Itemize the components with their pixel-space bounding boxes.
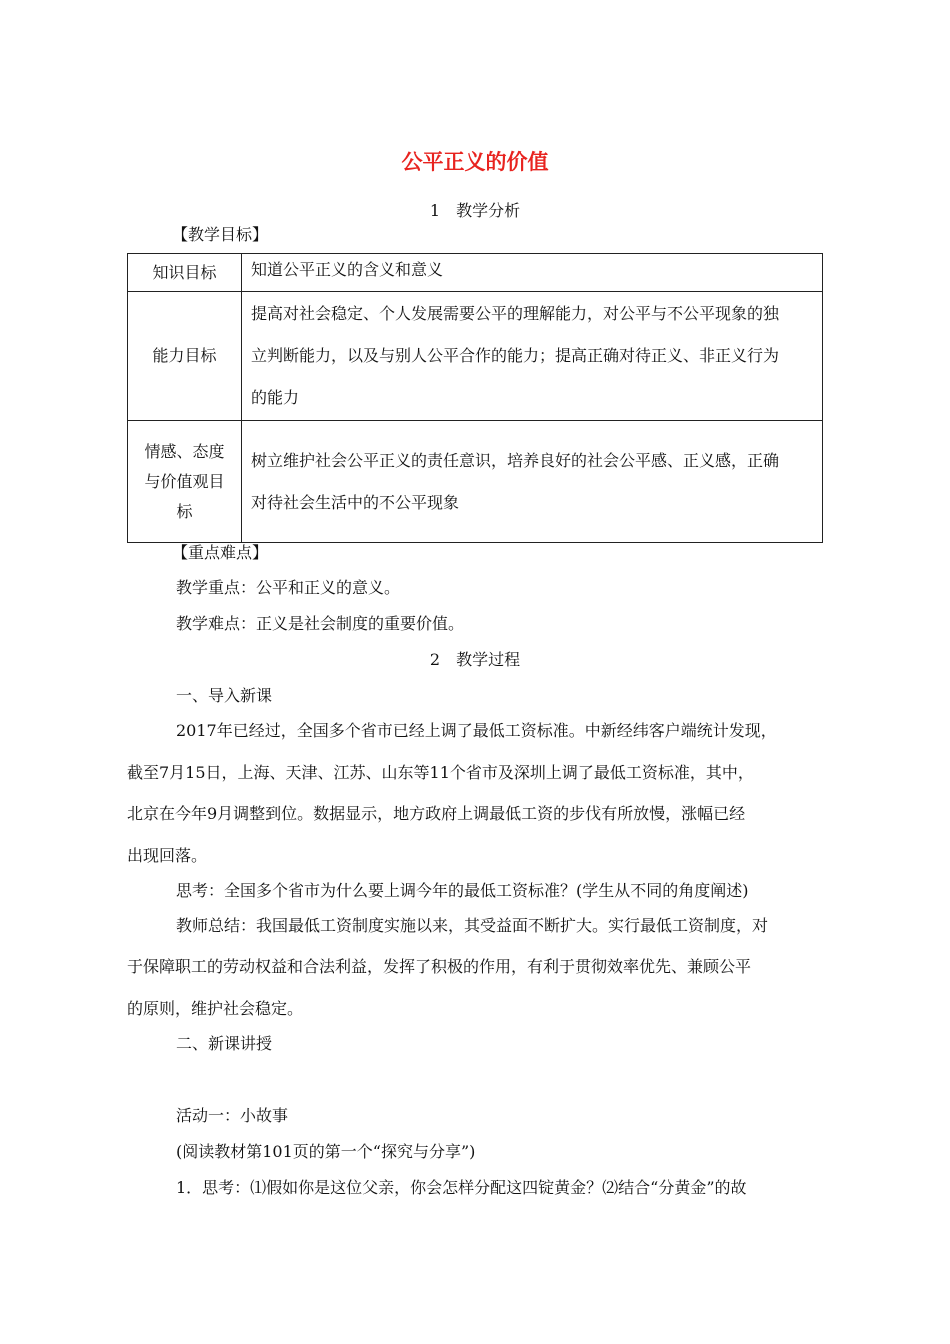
goal-content: 树立维护社会公平正义的责任意识，培养良好的社会公平感、正义感，正确 对待社会生活中的不公平现象 bbox=[242, 421, 823, 543]
goal-label: 能力目标 bbox=[128, 292, 242, 421]
section-heading-analysis: 1 教学分析 bbox=[429, 201, 521, 220]
part-heading-new-lesson: 二、新课讲授 bbox=[176, 1034, 273, 1053]
intro-line: 出现回落。 bbox=[127, 846, 208, 865]
goal-content: 知道公平正义的含义和意义 bbox=[242, 254, 823, 292]
reading-note: (阅读教材第101页的第一个“探究与分享”) bbox=[176, 1142, 476, 1161]
page-title: 公平正义的价值 bbox=[401, 149, 549, 174]
goal-label: 情感、态度 与价值观目 标 bbox=[128, 421, 242, 543]
goal-row-emotion bbox=[128, 421, 823, 543]
section-heading-process: 2 教学过程 bbox=[429, 650, 521, 669]
key-point: 教学重点：公平和正义的意义。 bbox=[176, 578, 401, 597]
goal-row-ability bbox=[128, 292, 823, 421]
goals-heading: 【教学目标】 bbox=[172, 225, 269, 244]
summary-line: 的原则，维护社会稳定。 bbox=[127, 999, 304, 1018]
goal-row-knowledge bbox=[128, 254, 823, 292]
key-heading: 【重点难点】 bbox=[172, 543, 269, 562]
summary-line: 于保障职工的劳动权益和合法利益，发挥了积极的作用，有利于贯彻效率优先、兼顾公平 bbox=[127, 957, 752, 976]
difficult-point: 教学难点：正义是社会制度的重要价值。 bbox=[176, 614, 465, 633]
part-heading-intro: 一、导入新课 bbox=[176, 686, 273, 705]
goals-table bbox=[127, 253, 823, 543]
intro-line: 截至7月15日，上海、天津、江苏、山东等11个省市及深圳上调了最低工资标准，其中， bbox=[127, 763, 754, 782]
summary-line: 教师总结：我国最低工资制度实施以来，其受益面不断扩大。实行最低工资制度，对 bbox=[176, 916, 769, 935]
goal-content: 提高对社会稳定、个人发展需要公平的理解能力，对公平与不公平现象的独 立判断能力，以及与别人公平合作的能力；提高正确对待正义、非正义行为 的能力 bbox=[242, 292, 823, 421]
intro-line: 北京在今年9月调整到位。数据显示，地方政府上调最低工资的步伐有所放慢，涨幅已经 bbox=[127, 804, 746, 823]
question-line: 1．思考：⑴假如你是这位父亲，你会怎样分配这四锭黄金？⑵结合“分黄金”的故 bbox=[176, 1178, 747, 1197]
goal-label: 知识目标 bbox=[128, 254, 242, 292]
think-question: 思考：全国多个省市为什么要上调今年的最低工资标准？(学生从不同的角度阐述) bbox=[176, 881, 749, 900]
intro-line: 2017年已经过，全国多个省市已经上调了最低工资标准。中新经纬客户端统计发现， bbox=[176, 721, 777, 740]
activity-heading: 活动一：小故事 bbox=[176, 1106, 289, 1125]
